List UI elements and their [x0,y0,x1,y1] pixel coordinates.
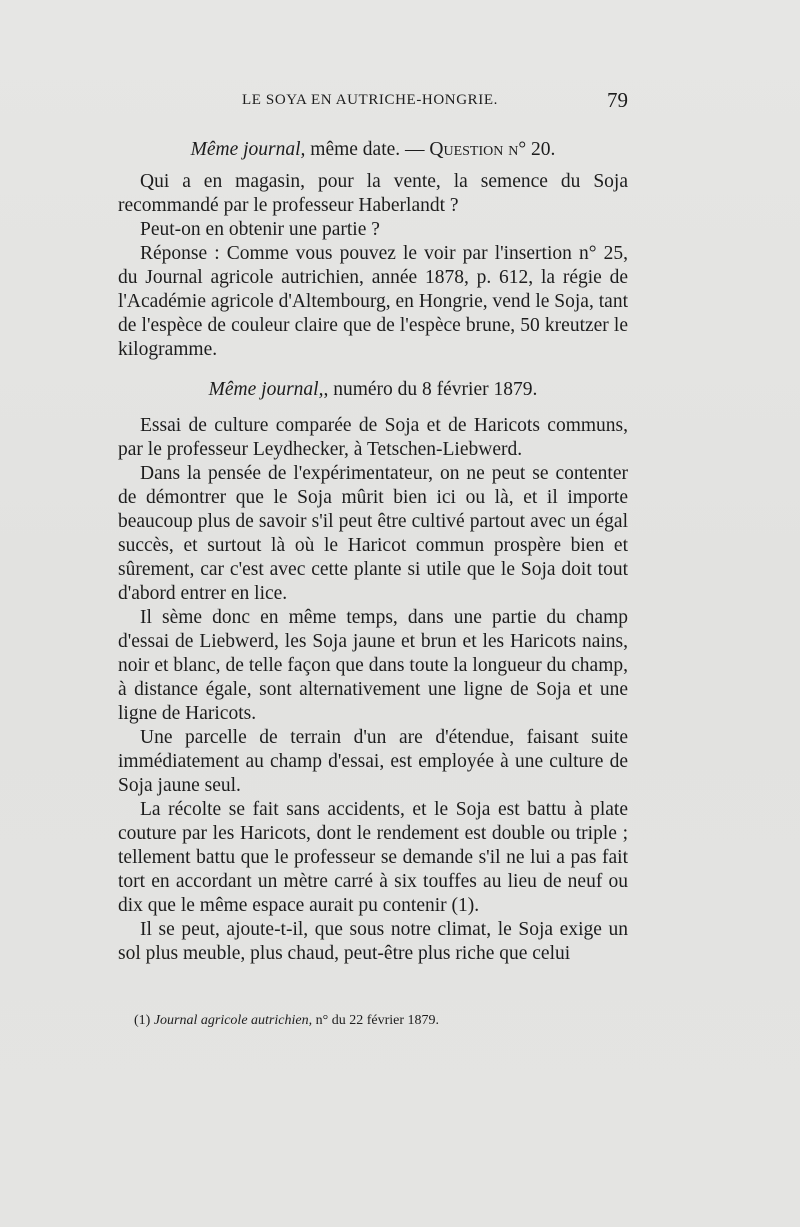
paragraph: Dans la pensée de l'expérimentateur, on ne peut se contenter de démontrer que le Soja mûrit bien ici ou là, et il importe beaucoup plus de savoir s'il peut être cultivé partout avec un égal succès, et surtout là où le Haricot commun prospère bien et sûrement, car c'est avec cette plante si utile que le Soja doit tout d'abord entrer en lice. [118,463,628,604]
running-title: LE SOYA EN AUTRICHE-HONGRIE. [242,92,498,108]
footnote-marker: (1) [134,1013,154,1028]
paragraph: Essai de culture comparée de Soja et de Haricots communs, par le professeur Leydhecker, à Tetschen-Liebwerd. [118,415,628,460]
heading-date: , numéro du 8 février 1879. [323,379,538,400]
paragraph: Réponse : Comme vous pouvez le voir par l'insertion n° 25, du Journal agricole autrichien, année 1878, p. 612, la régie de l'Académie agricole d'Altembourg, en Hongrie, vend le Soja, tant de l'espèce de couleur claire que de l'espèce brune, 50 kreutzer le kilogramme. [118,243,628,360]
section-heading-1 [118,138,628,162]
footnote-journal-title: Journal agricole autrichien, [153,1013,313,1028]
paragraph: Une parcelle de terrain d'un are d'étendue, faisant suite immédiatement au champ d'essai, est employée à une culture de Soja jaune seul. [118,727,628,796]
paragraph: Il se peut, ajoute-t-il, que sous notre climat, le Soja exige un sol plus meuble, plus chaud, peut-être plus riche que celui [118,919,628,964]
page-body [118,138,628,966]
paragraph: Peut-on en obtenir une partie ? [140,219,380,240]
heading-journal-italic: Même journal, [208,379,324,400]
paragraph: Il sème donc en même temps, dans une partie du champ d'essai de Liebwerd, les Soja jaune et brun et les Haricots nains, noir et blanc, de telle façon que dans toute la longueur du champ, à distance égale, sont alternativement une ligne de Soja et une ligne de Haricots. [118,607,628,724]
question-number: Question n° 20. [429,139,556,160]
heading-date: même date. — [305,139,430,160]
footnote [134,1012,614,1030]
paragraph: Qui a en magasin, pour la vente, la semence du Soja recommandé par le professeur Haberlandt ? [118,171,628,216]
page-number: 79 [607,88,628,112]
paragraph: La récolte se fait sans accidents, et le Soja est battu à plate couture par les Haricots, dont le rendement est double ou triple ; tellement battu que le professeur se demande s'il ne lui a pas fait tort en accordant un mètre carré à six touffes au lieu de neuf ou dix que le même espace aurait pu contenir (1). [118,799,628,916]
page-header [118,88,628,114]
section-heading-2 [118,378,628,402]
footnote-text: n° du 22 février 1879. [312,1013,439,1028]
heading-journal-italic: Même journal, [190,139,306,160]
